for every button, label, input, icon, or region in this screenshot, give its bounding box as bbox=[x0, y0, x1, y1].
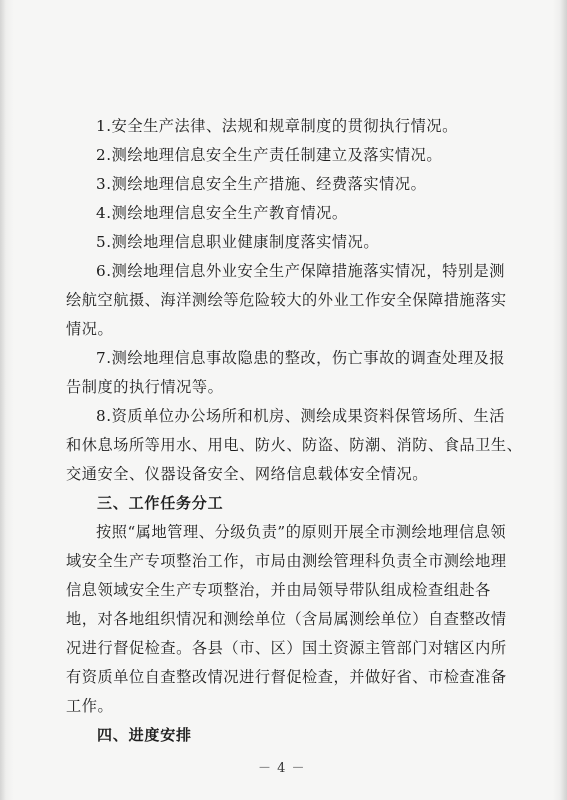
item-5: 5.测绘地理信息职业健康制度落实情况。 bbox=[96, 233, 380, 251]
section-3-paragraph-line-2: 域安全生产专项整治工作，市局由测绘管理科负责全市测绘地理 bbox=[66, 552, 507, 570]
item-1: 1.安全生产法律、法规和规章制度的贯彻执行情况。 bbox=[96, 117, 458, 135]
item-7-line-2: 告制度的执行情况等。 bbox=[66, 378, 224, 396]
scan-shadow-left bbox=[0, 0, 6, 800]
section-3-paragraph-line-1: 按照“属地管理、分级负责”的原则开展全市测绘地理信息领 bbox=[96, 523, 507, 541]
item-8-line-2: 和休息场所等用水、用电、防火、防盗、防潮、消防、食品卫生、 bbox=[66, 436, 523, 454]
page-number: － 4 － bbox=[258, 761, 306, 776]
section-3-heading: 三、工作任务分工 bbox=[97, 494, 224, 512]
item-4: 4.测绘地理信息安全生产教育情况。 bbox=[96, 204, 348, 222]
section-3-paragraph-line-5: 况进行督促检查。各县（市、区）国土资源主管部门对辖区内所 bbox=[66, 639, 507, 657]
item-3: 3.测绘地理信息安全生产措施、经费落实情况。 bbox=[96, 175, 427, 193]
item-8-line-3: 交通安全、仪器设备安全、网络信息载体安全情况。 bbox=[66, 465, 428, 483]
item-7-line-1: 7.测绘地理信息事故隐患的整改，伤亡事故的调查处理及报 bbox=[96, 349, 506, 367]
item-6-line-2: 绘航空航摄、海洋测绘等危险较大的外业工作安全保障措施落实 bbox=[66, 291, 507, 309]
scan-shadow-right bbox=[560, 0, 567, 800]
section-3-paragraph-line-3: 信息领域安全生产专项整治，并由局领导带队组成检查组赴各 bbox=[66, 581, 491, 599]
section-3-paragraph-line-7: 工作。 bbox=[66, 697, 114, 715]
section-4-heading: 四、进度安排 bbox=[97, 726, 192, 744]
item-6-line-1: 6.测绘地理信息外业安全生产保障措施落实情况，特别是测 bbox=[96, 262, 506, 280]
section-3-paragraph-line-6: 有资质单位自查整改情况进行督促检查，并做好省、市检查准备 bbox=[66, 668, 507, 686]
section-3-paragraph-line-4: 地，对各地组织情况和测绘单位（含局属测绘单位）自查整改情 bbox=[66, 610, 507, 628]
item-8-line-1: 8.资质单位办公场所和机房、测绘成果资料保管场所、生活 bbox=[96, 407, 506, 425]
item-2: 2.测绘地理信息安全生产责任制建立及落实情况。 bbox=[96, 146, 443, 164]
item-6-line-3: 情况。 bbox=[66, 320, 114, 338]
